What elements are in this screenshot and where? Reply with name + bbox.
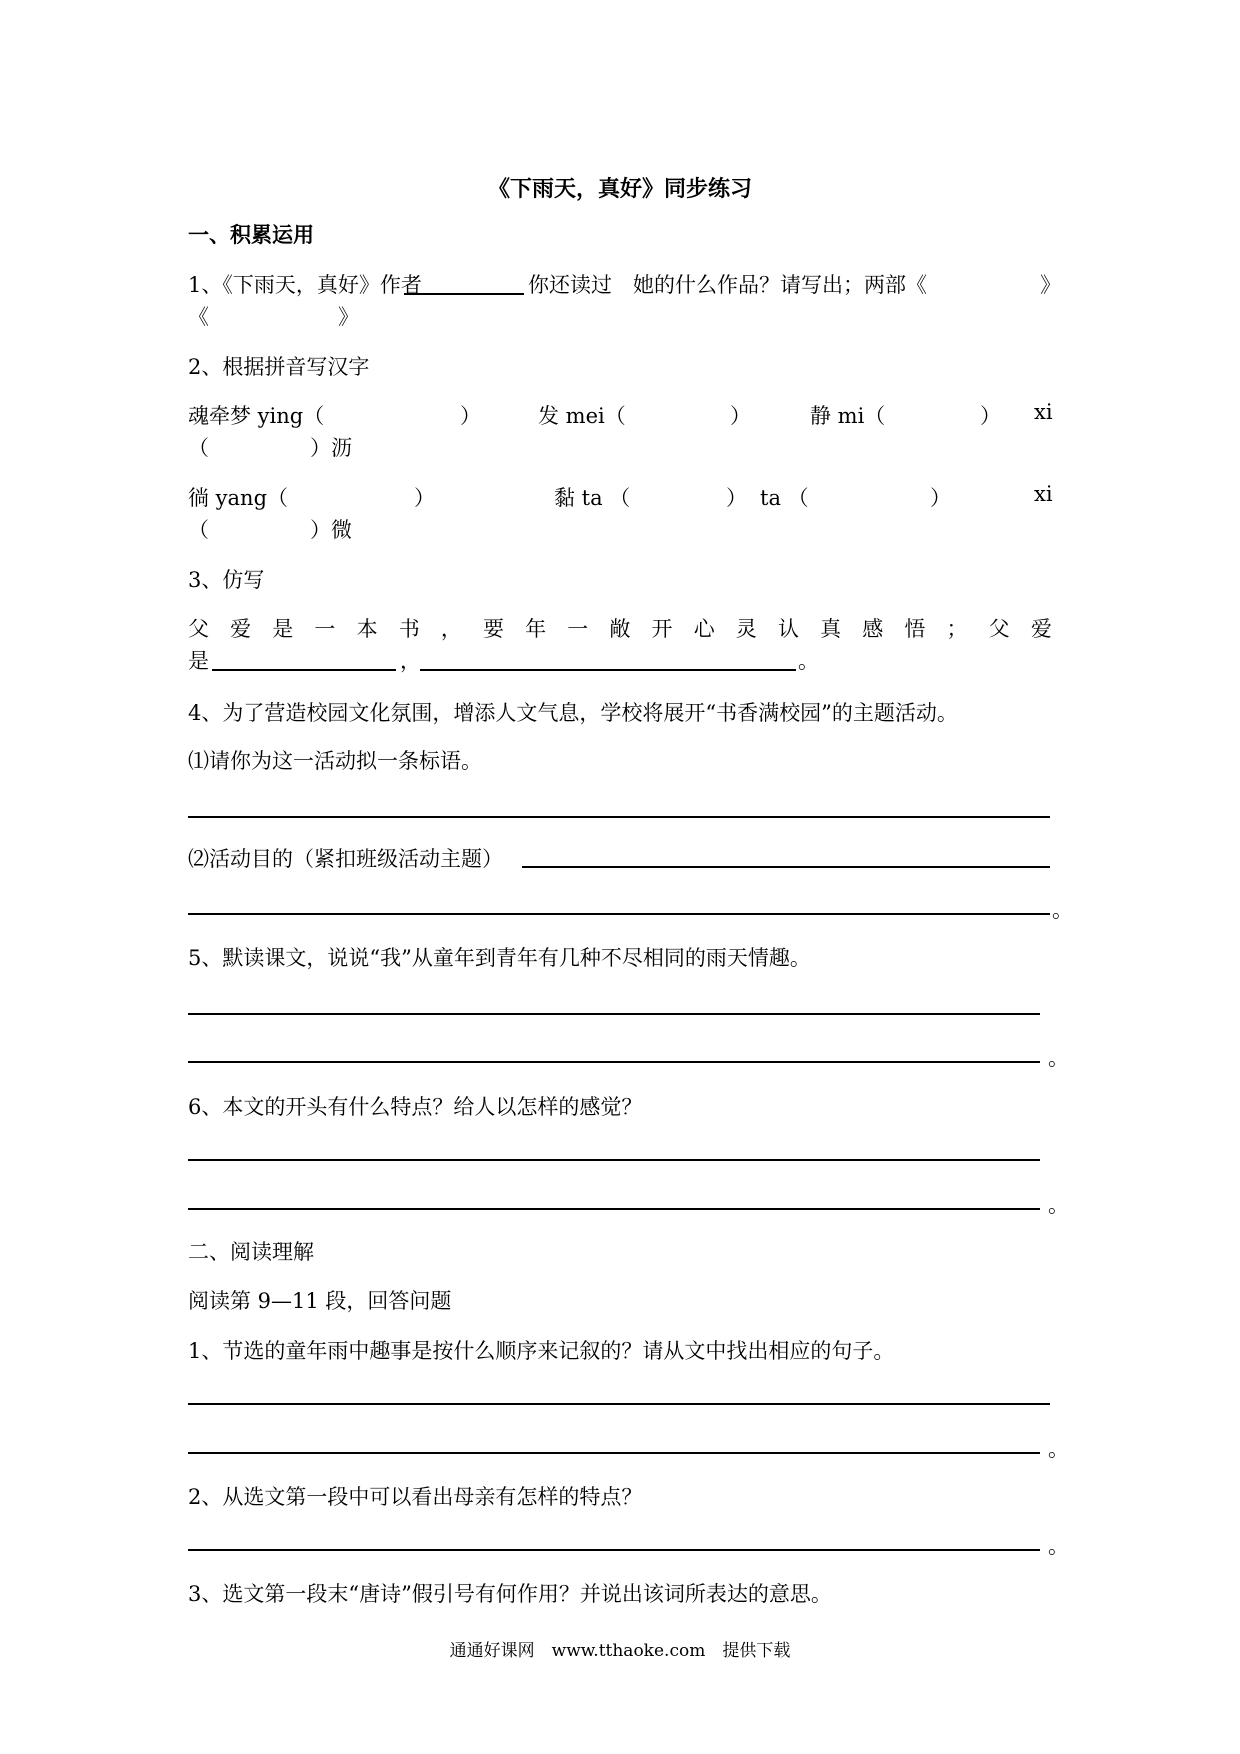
s2-q1-period: 。 — [1048, 1437, 1069, 1461]
q4-label: 4、为了营造校园文化氛围，增添人文气息，学校将展开“书香满校园”的主题活动。 — [188, 701, 958, 725]
q3-char: 敞 — [609, 617, 631, 641]
s2-q3-label: 3、选文第一段末“唐诗”假引号有何作用？并说出该词所表达的意思。 — [188, 1582, 832, 1606]
s2-q2-label: 2、从选文第一段中可以看出母亲有怎样的特点？ — [188, 1485, 643, 1509]
s2-q2-answer-line[interactable] — [188, 1549, 1040, 1551]
q1-close-2: 》 — [338, 305, 359, 329]
q1-author-blank[interactable] — [404, 293, 524, 295]
q1-middle: 你还读过 她的什么作品？请写出；两部《 — [528, 273, 927, 297]
q3-comma: ， — [400, 649, 421, 673]
q3-char: 要 — [482, 617, 504, 641]
q3-char: 心 — [693, 617, 715, 641]
q3-char: ， — [440, 617, 462, 641]
paren-close: ） — [930, 486, 951, 510]
pinyin-ta-1: 黏 ta （ — [554, 486, 631, 510]
s2-q1-answer-line-1[interactable] — [188, 1403, 1050, 1405]
q4-purpose-line-2[interactable] — [188, 913, 1050, 915]
pinyin-yang: 徜 yang（ — [188, 486, 289, 510]
q3-char: 爱 — [1030, 617, 1052, 641]
q4-sub1: ⑴请你为这一活动拟一条标语。 — [188, 749, 482, 773]
char-li: ）沥 — [310, 436, 352, 460]
paren-close: ） — [980, 404, 1001, 428]
section-1-heading: 一、积累运用 — [188, 222, 314, 247]
q3-label: 3、仿写 — [188, 568, 265, 592]
q1-prefix: 1、《下雨天，真好》作者 — [188, 273, 422, 297]
page-title: 《下雨天，真好》同步练习 — [487, 176, 752, 202]
s2-q2-period: 。 — [1048, 1534, 1069, 1558]
q3-char: 感 — [862, 617, 884, 641]
q3-char: 书 — [398, 617, 420, 641]
q5-answer-line-1[interactable] — [188, 1013, 1040, 1015]
q3-blank-1[interactable] — [212, 669, 396, 671]
s2-q1-label: 1、节选的童年雨中趣事是按什么顺序来记叙的？请从文中找出相应的句子。 — [188, 1339, 895, 1363]
q6-answer-line-2[interactable] — [188, 1208, 1040, 1210]
pinyin-mi: 静 mi（ — [810, 404, 886, 428]
q3-line2-start: 是 — [188, 649, 209, 673]
pinyin-xi-2: xi — [1034, 482, 1053, 506]
q3-blank-2[interactable] — [420, 669, 796, 671]
q3-period: 。 — [798, 649, 819, 673]
s2-q1-answer-line-2[interactable] — [188, 1452, 1040, 1454]
q1-close-1: 》 — [1040, 273, 1061, 297]
q3-char: 真 — [820, 617, 842, 641]
pinyin-ta-2: ta （ — [760, 486, 809, 510]
q6-period: 。 — [1048, 1193, 1069, 1217]
paren-close: ） — [414, 486, 435, 510]
q3-char: 开 — [651, 617, 673, 641]
q4-slogan-line[interactable] — [188, 816, 1050, 818]
q3-char: 父 — [988, 617, 1010, 641]
q3-char: 悟 — [904, 617, 926, 641]
paren-close: ） — [730, 404, 751, 428]
q5-period: 。 — [1048, 1046, 1069, 1070]
q3-char: 认 — [777, 617, 799, 641]
pinyin-mei: 发 mei（ — [538, 404, 626, 428]
q4-period: 。 — [1052, 898, 1073, 922]
reading-instruction: 阅读第 9—11 段，回答问题 — [188, 1289, 452, 1313]
q3-char: 一 — [567, 617, 589, 641]
q5-label: 5、默读课文，说说“我”从童年到青年有几种不尽相同的雨天情趣。 — [188, 946, 811, 970]
q6-label: 6、本文的开头有什么特点？给人以怎样的感觉？ — [188, 1095, 643, 1119]
q1-open-2: 《 — [188, 305, 209, 329]
paren-close: ） — [726, 486, 747, 510]
char-wei: ）微 — [310, 518, 352, 542]
paren-open: （ — [188, 518, 209, 542]
q3-char: 父 — [188, 617, 209, 641]
paren-open: （ — [188, 436, 209, 460]
q3-char: 本 — [356, 617, 378, 641]
q3-char: 是 — [272, 617, 294, 641]
q4-sub2: ⑵活动目的（紧扣班级活动主题） — [188, 847, 503, 871]
q3-char: ； — [946, 617, 968, 641]
q3-char: 爱 — [230, 617, 252, 641]
q3-char: 一 — [314, 617, 336, 641]
q2-label: 2、根据拼音写汉字 — [188, 355, 370, 379]
paren-close: ） — [460, 404, 481, 428]
section-2-heading: 二、阅读理解 — [188, 1240, 314, 1264]
q3-char: 灵 — [735, 617, 757, 641]
pinyin-ying: 魂牵梦 ying（ — [188, 404, 325, 428]
q3-char: 年 — [525, 617, 547, 641]
q4-purpose-line-1[interactable] — [522, 866, 1050, 868]
q6-answer-line-1[interactable] — [188, 1159, 1040, 1161]
footer-credit: 通通好课网 www.tthaoke.com 提供下载 — [449, 1641, 791, 1661]
q5-answer-line-2[interactable] — [188, 1061, 1040, 1063]
pinyin-xi: xi — [1034, 400, 1053, 424]
q3-prompt — [188, 613, 1052, 643]
